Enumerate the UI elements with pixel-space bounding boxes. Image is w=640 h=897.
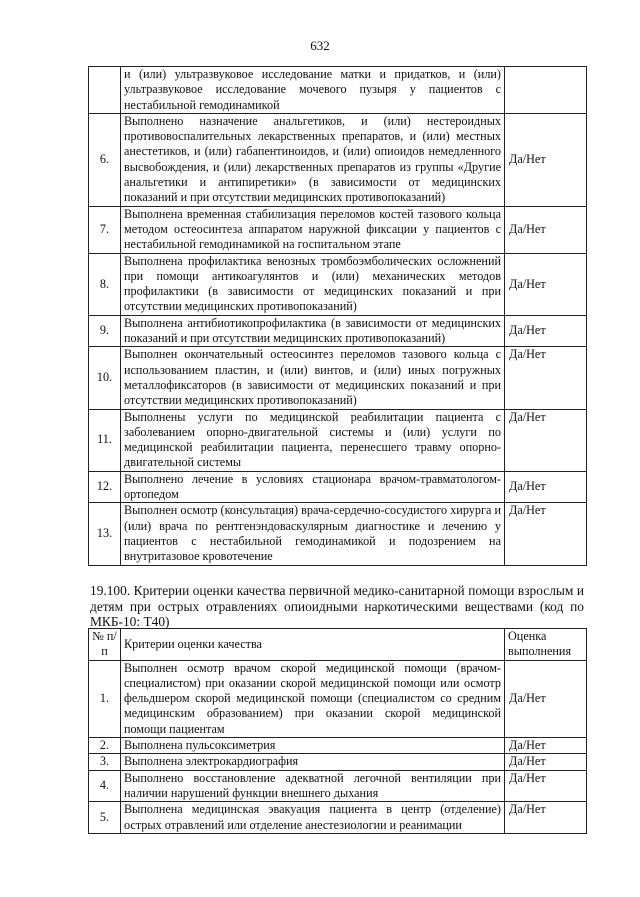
criterion-text: Выполнены услуги по медицинской реабилитации пациента с заболеванием опорно-двигательной системы и (или) услуги по медицинской реабилитации пациента, перенесшего травму опорно-двигательной системы bbox=[121, 409, 505, 471]
criterion-text: Выполнена электрокардиография bbox=[121, 754, 505, 770]
page-number: 632 bbox=[310, 38, 330, 53]
criterion-text: Выполнена временная стабилизация переломов костей тазового кольца методом остеосинтеза аппаратом наружной фиксации у пациентов с нестабильной гемодинамикой на госпитальном этапе bbox=[121, 206, 505, 253]
table-row bbox=[89, 770, 587, 802]
criteria-table-continued bbox=[88, 66, 587, 566]
criterion-text: Выполнено лечение в условиях стационара врачом-травматологом-ортопедом bbox=[121, 471, 505, 503]
evaluation-cell: Да/Нет bbox=[505, 315, 587, 347]
criterion-text: Выполнен осмотр врачом скорой медицинской помощи (врачом-специалистом) при оказании скорой медицинской помощи или осмотр фельдшером скорой медицинской помощи (специалистом со средним медицинским образованием) при оказании скорой медицинской помощи пациентам bbox=[121, 660, 505, 737]
criterion-text: Выполнена пульсоксиметрия bbox=[121, 738, 505, 754]
row-number bbox=[89, 67, 121, 114]
table-row bbox=[89, 347, 587, 409]
table-row bbox=[89, 802, 587, 834]
criteria-table-opioid-poisoning bbox=[88, 628, 587, 834]
evaluation-cell: Да/Нет bbox=[505, 738, 587, 754]
row-number: 2. bbox=[89, 738, 121, 754]
table-row bbox=[89, 503, 587, 565]
column-header-evaluation: Оценка выполнения bbox=[505, 629, 587, 661]
evaluation-cell bbox=[505, 67, 587, 114]
column-header-criterion: Критерии оценки качества bbox=[121, 629, 505, 661]
table-row bbox=[89, 409, 587, 471]
row-number: 7. bbox=[89, 206, 121, 253]
table-row bbox=[89, 315, 587, 347]
evaluation-cell: Да/Нет bbox=[505, 409, 587, 471]
table-row bbox=[89, 67, 587, 114]
section-heading: 19.100. Критерии оценки качества первичной медико-санитарной помощи взрослым и детям при острых отравлениях опиоидными наркотическими веществами (код по МКБ-10: T40) bbox=[90, 583, 584, 629]
criterion-text: Выполнена профилактика венозных тромбоэмболических осложнений при помощи антикоагулянтов и (или) механических методов профилактики (в зависимости от медицинских показаний и при отсутствии медицинских противопоказаний) bbox=[121, 253, 505, 315]
evaluation-cell: Да/Нет bbox=[505, 253, 587, 315]
evaluation-cell: Да/Нет bbox=[505, 802, 587, 834]
row-number: 12. bbox=[89, 471, 121, 503]
table-row bbox=[89, 738, 587, 754]
criterion-text: Выполнена медицинская эвакуация пациента в центр (отделение) острых отравлений или отделение анестезиологии и реанимации bbox=[121, 802, 505, 834]
row-number: 5. bbox=[89, 802, 121, 834]
column-header-number: № п/п bbox=[89, 629, 121, 661]
table-row bbox=[89, 660, 587, 737]
criterion-text: Выполнен окончательный остеосинтез переломов тазового кольца с использованием пластин, и (или) винтов, и (или) иных погружных металлофиксаторов (в зависимости от медицинских показаний и при отсутствии медицинских противопоказаний) bbox=[121, 347, 505, 409]
row-number: 10. bbox=[89, 347, 121, 409]
table-row bbox=[89, 206, 587, 253]
row-number: 8. bbox=[89, 253, 121, 315]
evaluation-cell: Да/Нет bbox=[505, 754, 587, 770]
table-row bbox=[89, 113, 587, 206]
criterion-text: Выполнено назначение анальгетиков, и (или) нестероидных противовоспалительных лекарственных препаратов, и (или) местных анестетиков, и (или) габапентиноидов, и (или) опиоидов немедленного высвобождения, и (или) лекарственных препаратов из группы «Другие анальгетики и антипиретики» (в зависимости от медицинских показаний и при отсутствии медицинских противопоказаний) bbox=[121, 113, 505, 206]
criterion-text: Выполнена антибиотикопрофилактика (в зависимости от медицинских показаний и при отсутствии медицинских противопоказаний) bbox=[121, 315, 505, 347]
row-number: 6. bbox=[89, 113, 121, 206]
table-row bbox=[89, 253, 587, 315]
row-number: 9. bbox=[89, 315, 121, 347]
evaluation-cell: Да/Нет bbox=[505, 347, 587, 409]
table-row bbox=[89, 471, 587, 503]
table-header-row bbox=[89, 629, 587, 661]
criterion-text: Выполнен осмотр (консультация) врача-сердечно-сосудистого хирурга и (или) врача по рентгенэндоваскулярным диагностике и лечению у пациентов с нестабильной гемодинамикой и подозрением на внутритазовое кровотечение bbox=[121, 503, 505, 565]
criterion-text: и (или) ультразвуковое исследование матки и придатков, и (или) ультразвуковое исследование мочевого пузыря у пациентов с нестабильной гемодинамикой bbox=[121, 67, 505, 114]
row-number: 11. bbox=[89, 409, 121, 471]
evaluation-cell: Да/Нет bbox=[505, 113, 587, 206]
row-number: 3. bbox=[89, 754, 121, 770]
evaluation-cell: Да/Нет bbox=[505, 471, 587, 503]
evaluation-cell: Да/Нет bbox=[505, 660, 587, 737]
row-number: 4. bbox=[89, 770, 121, 802]
evaluation-cell: Да/Нет bbox=[505, 206, 587, 253]
evaluation-cell: Да/Нет bbox=[505, 503, 587, 565]
row-number: 13. bbox=[89, 503, 121, 565]
evaluation-cell: Да/Нет bbox=[505, 770, 587, 802]
criterion-text: Выполнено восстановление адекватной легочной вентиляции при наличии нарушений функции внешнего дыхания bbox=[121, 770, 505, 802]
table-row bbox=[89, 754, 587, 770]
row-number: 1. bbox=[89, 660, 121, 737]
